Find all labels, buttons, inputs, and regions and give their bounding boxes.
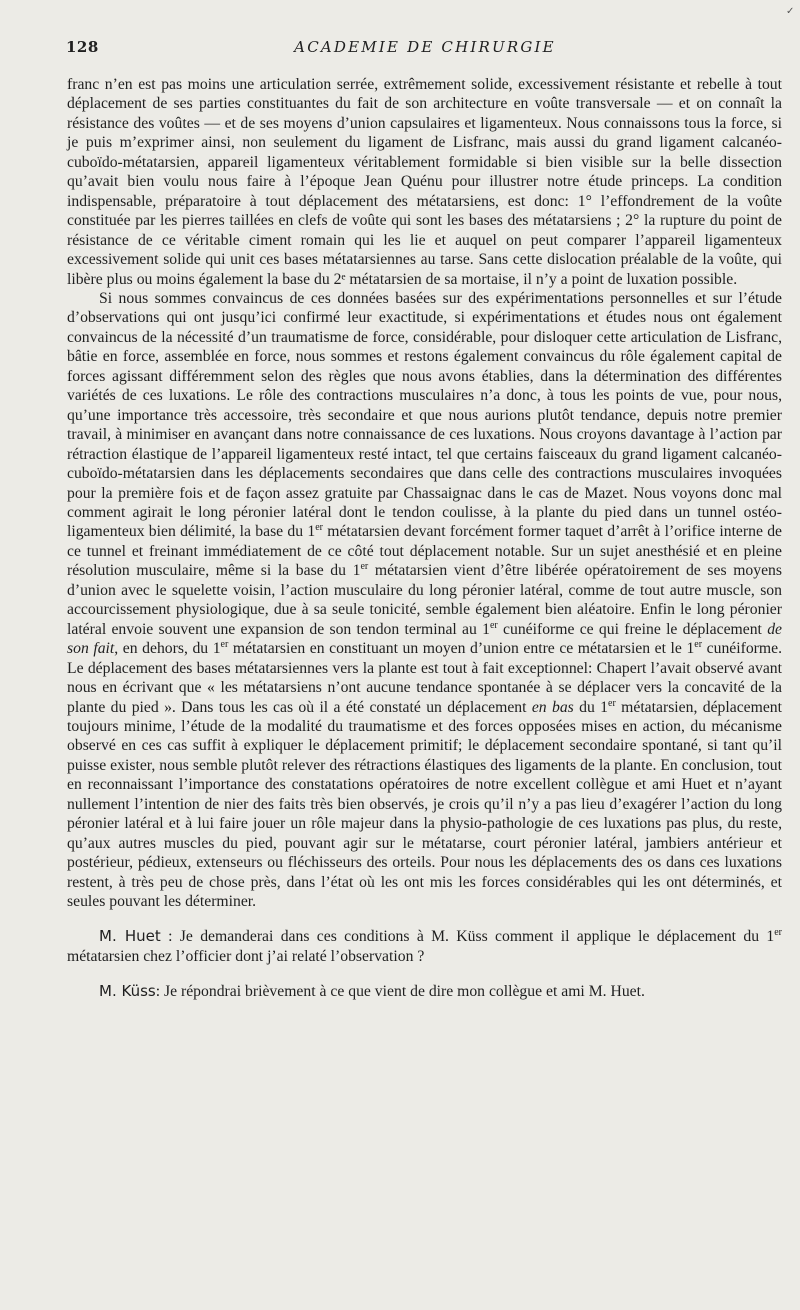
paragraph-2 [67, 289, 782, 912]
emphasis: en bas [531, 698, 574, 716]
superscript: er [489, 619, 498, 631]
text-run: cunéiforme. Le déplacement des bases métatarsiennes vers la plante est tout à fait exceptionnel: Chapert l’avait observé avant nous en écrivant que « les métatarsiens n’ont aucune tendance spontanée à se déplacer vers la concavité de la plante du pied ». Dans tous les cas où il a été constaté un déplacement [67, 640, 782, 716]
paragraph-gap [67, 911, 782, 927]
paragraph-4 [67, 982, 782, 1001]
superscript: er [315, 522, 323, 534]
text-run: cunéiforme ce qui freine le déplacement [497, 620, 768, 638]
text-run: , en dehors, du 1 [114, 640, 221, 658]
text-run: métatarsien en constituant un moyen d’union entre ce métatarsien et le 1 [228, 640, 695, 658]
superscript: er [220, 638, 229, 650]
emphasis: de son fait [67, 620, 782, 658]
text-run: Si nous sommes convaincus de ces données basées sur des expérimentations personnelles et sur l’étude d’observations qui ont jusqu’ici confirmé leur exactitude, si expérimentations et études nous ont également convaincus de la nécessité d’un traumatisme de force, considérable, pour disloquer cette articulation de Lisfranc, bâtie en force, assemblée en force, nous sommes et restons également convaincus du rôle également capital de forces agissant différemment selon des règles que nous avons établies, dans la détermination des différentes variétés de ces luxations. Le rôle des contractions musculaires n’a donc, à tous les points de vue, pour nous, qu’une importance très accessoire, très secondaire et que nous aurions plutôt tendance, depuis notre premier travail, à minimiser en avançant dans notre connaissance de ces luxations. Nous croyons davantage à l’action par rétraction élastique de l’appareil ligamenteux resté intact, tel que certains faisceaux du grand ligament calcanéo-cuboïdo-métatarsien dans les déplacements secondaires que dans celle des contractions musculaires invoquées pour la première fois et de façon assez gratuite par Chassaignac dans le cas de Mazet. Nous voyons donc mal comment agirait le long péronier latéral dont le tendon coulisse, à la plante du pied dans un tunnel ostéo-ligamenteux bien délimité, la base du 1 [67, 289, 782, 541]
paragraph-3 [67, 927, 782, 966]
text-run: métatarsien devant forcément former taquet d’arrêt à l’orifice interne de ce tunnel et freinant immédiatement de ce côté tout déplacement notable. Sur un sujet anesthésié et en pleine résolution musculaire, même si la base du 1 [67, 523, 782, 580]
paragraph-1: franc n’en est pas moins une articulation serrée, extrêmement solide, excessivement résistante et rebelle à tout déplacement de ses parties constituantes du fait de son architecture en voûte transversale — et on connaît la résistance des voûtes — et de ses moyens d’union capsulaires et ligamenteux. Nous connaissons tous la force, si je puis m’exprimer ainsi, non seulement du ligament de Lisfranc, mais aussi du grand ligament calcanéo-cuboïdo-métatarsien, appareil ligamenteux véritablement formidable si bien visible sur la belle dissection qu’avait bien voulu nous faire à l’époque Jean Quénu pour illustrer notre étude princeps. La condition indispensable, préparatoire à tout déplacement des métatarsiens, est donc: 1° l’effondrement de la voûte constituée par les pierres taillées en clefs de voûte qui sont les bases des métatarsiens ; 2° la rupture du point de résistance de ce véritable ciment romain qui les lie et auquel on peut comparer l’appareil ligamenteux excessivement solide qui unit ces bases métatarsiennes au tarse. Sans cette dislocation préalable de la voûte, qui libère plus ou moins également la base du 2ᵉ métatarsien de sa mortaise, il n’y a point de luxation possible. [67, 76, 782, 288]
text-run: : Je demanderai dans ces conditions à M. Küss comment il applique le déplacement du 1 [160, 928, 775, 946]
superscript: er [694, 638, 703, 650]
text-run: du 1 [573, 698, 609, 716]
article-body [67, 75, 782, 1002]
text-run: métatarsien, déplacement toujours minime, l’étude de la modalité du traumatisme et des forces opposées mises en action, du mécanisme observé en ces cas suffit à expliquer le déplacement primitif; le déplacement secondaire spontané, si tant qu’il puisse exister, nous semble plutôt relever des rétractions élastiques des ligaments de la plante. En conclusion, tout en reconnaissant l’importance des constatations opératoires de notre excellent collègue et ami Huet et n’ayant nullement l’intention de nier des faits très bien observés, je crois qu’il n’y a pas lieu d’exagérer l’action du long péronier latéral et à lui faire jouer un rôle majeur dans la physio-pathologie de ces luxations pas plus, du reste, qu’aux autres muscles du pied, pouvant agir sur le métatarse, court péronier latéral, jambiers antérieur et postérieur, pédieux, extenseurs ou fléchisseurs des orteils. Pour nous les déplacements des os dans ces luxations restent, à très peu de chose près, dans l’état où les ont mis les forces considérables qui les ont déterminés, et seules pouvant les déterminer. [67, 698, 782, 911]
running-head [66, 38, 784, 60]
text-run: métatarsien vient d’être libérée opératoirement de ses moyens d’union avec le squelette voisin, l’action musculaire du long péronier latéral, comme de tout autre muscle, son accourcissement physiologique, due à sa seule tonicité, semble également bien aléatoire. Enfin le long péronier latéral envoie souvent une expansion de son tendon terminal au 1 [67, 562, 782, 638]
journal-title: ACADEMIE DE CHIRURGIE [294, 38, 556, 56]
superscript: er [360, 561, 369, 573]
superscript: er [774, 927, 782, 939]
speaker-name: M. Küss [99, 982, 156, 1001]
page-number: 128 [66, 38, 99, 56]
paragraph-gap [67, 966, 782, 982]
scan-corner-mark-icon: ✓ [786, 6, 795, 17]
text-run: : Je répondrai brièvement à ce que vient de dire mon collègue et ami M. Huet. [155, 983, 645, 1001]
speaker-name: M. Huet [99, 927, 161, 946]
superscript: er [608, 697, 616, 709]
text-run: métatarsien chez l’officier dont j’ai relaté l’observation ? [67, 947, 425, 965]
